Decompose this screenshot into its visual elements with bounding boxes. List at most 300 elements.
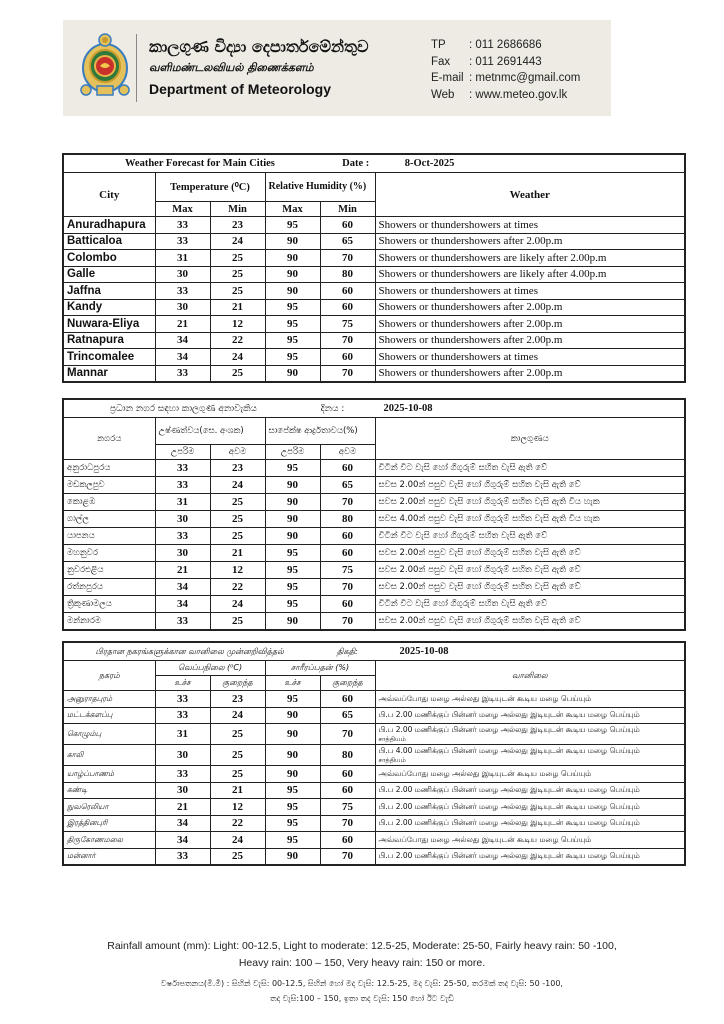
weather-description-continued: சாத்தியம் bbox=[378, 735, 406, 743]
temp-max bbox=[155, 511, 210, 528]
humidity-max-text: 95 bbox=[287, 317, 298, 330]
humidity-min bbox=[320, 848, 375, 865]
humidity-max-text: 95 bbox=[287, 784, 298, 797]
humidity-min-text: 65 bbox=[342, 479, 353, 491]
weather-description bbox=[375, 266, 685, 283]
humidity-min-text: 65 bbox=[342, 235, 353, 248]
rainfall-legend-line: Rainfall amount (mm): Light: 00-12.5, Light to moderate: 12.5-25, Moderate: 25-50, Fairly heavy rain: 50 -100, bbox=[107, 940, 617, 952]
humidity-min-text: 75 bbox=[342, 317, 353, 330]
table-row bbox=[63, 528, 685, 545]
humidity-min-text: 70 bbox=[342, 496, 353, 508]
humidity-max-text: 90 bbox=[287, 530, 298, 542]
temp-max-text: 33 bbox=[177, 615, 188, 627]
temp-min bbox=[210, 545, 265, 562]
temp-min-text: 22 bbox=[232, 334, 243, 347]
city-name-text: Ratnapura bbox=[67, 334, 124, 347]
city-name-text: Colombo bbox=[67, 251, 117, 264]
humidity-max-text: 95 bbox=[287, 334, 298, 347]
humidity-min bbox=[320, 349, 375, 366]
temp-max-text: 34 bbox=[177, 817, 188, 830]
humidity-max-text: 95 bbox=[287, 547, 298, 559]
weather-description bbox=[375, 815, 685, 832]
humidity-min-text: 60 bbox=[342, 784, 353, 797]
city-name-text: අනුරාධපුරය bbox=[67, 463, 111, 473]
temp-min bbox=[210, 233, 265, 250]
weather-description-text: සවස 4.00න් පසුව වැසි හෝ ගිගුරුම් සහිත වැසි ඇති වීය හැක bbox=[378, 514, 600, 524]
weather-description-text: Showers or thundershowers after 2.00p.m bbox=[378, 367, 563, 380]
weather-description-text: பி.ப 2.00 மணிக்குப் பின்னர் மழை அல்லது இடியுடன் கூடிய மழை பெய்யும் bbox=[378, 851, 640, 861]
temp-min-text: 24 bbox=[232, 479, 243, 491]
weather-description bbox=[375, 724, 685, 745]
temp-max bbox=[155, 283, 210, 300]
weather-description-text: அவ்வப்போது மழை அல்லது இடியுடன் கூடிய மழை பெய்யும் bbox=[378, 768, 592, 778]
contact-label: E-mail bbox=[431, 72, 464, 84]
letterhead bbox=[63, 20, 611, 116]
humidity-max-text: 95 bbox=[287, 817, 298, 830]
weather-description-text: විටින් විට වැසි හෝ ගිගුරුම් සහිත වැසි ඇති වේ bbox=[378, 531, 548, 541]
weather-description-continued: சாத்தியம் bbox=[378, 756, 406, 764]
weather-description bbox=[375, 782, 685, 799]
header-humidity: සාපේක්ෂ ආර්ද්‍රතාවය(%) bbox=[265, 418, 375, 445]
temp-max-text: 34 bbox=[177, 598, 188, 610]
humidity-max-text: 95 bbox=[287, 598, 298, 610]
humidity-max-text: 95 bbox=[287, 581, 298, 593]
temp-min bbox=[210, 266, 265, 283]
weather-description-text: Showers or thundershowers after 2.00p.m bbox=[378, 301, 563, 314]
weather-description-text: அவ்வப்போது மழை அல்லது இடியுடன் கூடிய மழை பெய்யும் bbox=[378, 693, 592, 703]
temp-max-text: 33 bbox=[177, 709, 188, 722]
weather-description bbox=[375, 283, 685, 300]
humidity-min-text: 70 bbox=[342, 817, 353, 830]
contact-label: TP bbox=[431, 39, 446, 51]
temp-max-text: 31 bbox=[177, 728, 188, 740]
temp-min bbox=[210, 528, 265, 545]
weather-description bbox=[375, 596, 685, 613]
humidity-min bbox=[320, 613, 375, 631]
humidity-max-text: 90 bbox=[287, 728, 298, 740]
temp-max bbox=[155, 724, 210, 745]
city-name bbox=[63, 477, 155, 494]
humidity-max bbox=[265, 724, 320, 745]
table-row bbox=[63, 707, 685, 724]
city-name-text: மட்டக்களப்பு bbox=[67, 710, 113, 720]
humidity-min bbox=[320, 477, 375, 494]
humidity-max bbox=[265, 332, 320, 349]
temp-max-text: 21 bbox=[177, 564, 188, 576]
rainfall-legend-line: තද වැසි:100 – 150, ඉතා තද වැසි: 150 හෝ ඊට වැඩි bbox=[270, 994, 454, 1003]
humidity-min bbox=[320, 745, 375, 766]
temp-min bbox=[210, 579, 265, 596]
city-name bbox=[63, 782, 155, 799]
city-name-text: Kandy bbox=[67, 301, 103, 314]
temp-min-text: 22 bbox=[232, 581, 243, 593]
temp-max bbox=[155, 766, 210, 783]
weather-description bbox=[375, 745, 685, 766]
temp-min-text: 23 bbox=[232, 218, 243, 231]
city-name bbox=[63, 562, 155, 579]
temp-min bbox=[210, 832, 265, 849]
temp-max-text: 33 bbox=[177, 530, 188, 542]
weather-description-text: විටින් විට වැසි හෝ ගිගුරුම් සහිත වැසි ඇති වේ bbox=[378, 463, 548, 473]
temp-max bbox=[155, 745, 210, 766]
department-names bbox=[149, 36, 368, 100]
humidity-min bbox=[320, 266, 375, 283]
table-row bbox=[63, 832, 685, 849]
temp-min-text: 25 bbox=[232, 615, 243, 627]
temp-max bbox=[155, 707, 210, 724]
humidity-min-text: 70 bbox=[342, 334, 353, 347]
temp-max-text: 33 bbox=[177, 235, 188, 248]
temp-max bbox=[155, 815, 210, 832]
temp-min bbox=[210, 349, 265, 366]
header-hum-min: Min bbox=[320, 202, 375, 217]
humidity-min-text: 70 bbox=[342, 581, 353, 593]
city-name-text: ත්‍රිකුණාමලය bbox=[67, 599, 112, 609]
temp-max-text: 30 bbox=[177, 547, 188, 559]
temp-max bbox=[155, 233, 210, 250]
weather-description-text: பி.ப 2.00 மணிக்குப் பின்னர் மழை அல்லது இடியுடன் கூடிய மழை பெய்யும் bbox=[378, 710, 640, 720]
forecast-date: 2025-10-08 bbox=[383, 403, 433, 414]
weather-description-text: பி.ப 4.00 மணிக்குப் பின்னர் மழை அல்லது இடியுடன் கூடிய மழை பெய்யும் bbox=[378, 746, 640, 755]
humidity-max bbox=[265, 511, 320, 528]
city-name-text: Mannar bbox=[67, 367, 108, 380]
temp-max bbox=[155, 332, 210, 349]
table-row bbox=[63, 782, 685, 799]
city-name bbox=[63, 511, 155, 528]
humidity-min-text: 60 bbox=[342, 301, 353, 314]
humidity-max bbox=[265, 579, 320, 596]
weather-description bbox=[375, 613, 685, 631]
humidity-min bbox=[320, 332, 375, 349]
humidity-max-text: 90 bbox=[287, 268, 298, 281]
temp-min bbox=[210, 299, 265, 316]
humidity-min bbox=[320, 596, 375, 613]
humidity-min bbox=[320, 691, 375, 708]
city-name bbox=[63, 365, 155, 382]
city-name-text: කොළඹ bbox=[67, 497, 96, 507]
temp-min-text: 25 bbox=[232, 850, 243, 863]
temp-max-text: 33 bbox=[177, 218, 188, 231]
weather-description bbox=[375, 316, 685, 333]
temp-min-text: 24 bbox=[232, 235, 243, 248]
national-emblem-icon bbox=[77, 32, 133, 98]
city-name bbox=[63, 283, 155, 300]
header-temp-min: අවම bbox=[210, 445, 265, 460]
city-name-text: இரத்தினபுரி bbox=[67, 818, 108, 828]
weather-description-text: සවස 2.00න් පසුව වැසි හෝ ගිගුරුම් සහිත වැසි ඇති වීය හැක bbox=[378, 497, 600, 507]
weather-description bbox=[375, 766, 685, 783]
humidity-min bbox=[320, 782, 375, 799]
city-name-text: මහනුවර bbox=[67, 548, 98, 558]
humidity-max-text: 90 bbox=[287, 850, 298, 863]
city-name bbox=[63, 707, 155, 724]
header-hum-min: අවම bbox=[320, 445, 375, 460]
city-name bbox=[63, 832, 155, 849]
weather-description bbox=[375, 848, 685, 865]
weather-description-text: Showers or thundershowers at times bbox=[378, 350, 538, 363]
table-row bbox=[63, 283, 685, 300]
humidity-max bbox=[265, 691, 320, 708]
table-row bbox=[63, 349, 685, 366]
humidity-min bbox=[320, 299, 375, 316]
humidity-max bbox=[265, 477, 320, 494]
humidity-max bbox=[265, 217, 320, 234]
temp-min bbox=[210, 316, 265, 333]
humidity-max-text: 90 bbox=[287, 479, 298, 491]
city-name bbox=[63, 596, 155, 613]
city-name bbox=[63, 494, 155, 511]
humidity-max-text: 90 bbox=[287, 513, 298, 525]
temp-max bbox=[155, 613, 210, 631]
header-hum-max: உச்ச bbox=[265, 676, 320, 691]
table-title-row bbox=[63, 642, 685, 661]
temp-max-text: 30 bbox=[177, 749, 188, 761]
temp-max bbox=[155, 848, 210, 865]
department-name-english: Department of Meteorology bbox=[149, 81, 332, 97]
temp-min-text: 23 bbox=[232, 692, 243, 705]
temp-min-text: 25 bbox=[232, 284, 243, 297]
city-name-text: Galle bbox=[67, 268, 96, 281]
temp-max-text: 33 bbox=[177, 850, 188, 863]
temp-min-text: 24 bbox=[232, 350, 243, 363]
city-name-text: Nuwara-Eliya bbox=[67, 317, 140, 330]
city-name-text: නුවරඑළිය bbox=[67, 565, 104, 575]
table-title: ප්‍රධාන නගර සඳහා කාලගුණ අනාවැකිය bbox=[109, 404, 257, 414]
temp-max bbox=[155, 299, 210, 316]
letterhead-divider bbox=[136, 34, 137, 102]
city-name bbox=[63, 217, 155, 234]
temp-max-text: 21 bbox=[177, 317, 188, 330]
temp-min bbox=[210, 815, 265, 832]
rainfall-legend-line: Heavy rain: 100 – 150, Very heavy rain: 150 or more. bbox=[238, 957, 486, 969]
weather-description bbox=[375, 299, 685, 316]
table-row bbox=[63, 250, 685, 267]
temp-min-text: 12 bbox=[232, 564, 243, 576]
humidity-max bbox=[265, 233, 320, 250]
humidity-max bbox=[265, 545, 320, 562]
weather-description bbox=[375, 511, 685, 528]
humidity-max-text: 90 bbox=[287, 496, 298, 508]
table-row bbox=[63, 579, 685, 596]
weather-description bbox=[375, 217, 685, 234]
humidity-max-text: 90 bbox=[287, 615, 298, 627]
weather-description bbox=[375, 691, 685, 708]
table-row bbox=[63, 217, 685, 234]
humidity-max bbox=[265, 250, 320, 267]
rainfall-legend-sinhala bbox=[60, 976, 664, 1006]
humidity-min-text: 70 bbox=[342, 850, 353, 863]
forecast-table-tamil bbox=[62, 641, 686, 866]
city-name-text: காலி bbox=[67, 750, 84, 759]
humidity-max bbox=[265, 848, 320, 865]
temp-min bbox=[210, 460, 265, 477]
humidity-min bbox=[320, 460, 375, 477]
humidity-max bbox=[265, 316, 320, 333]
humidity-min bbox=[320, 250, 375, 267]
weather-description-text: Showers or thundershowers after 2.00p.m bbox=[378, 235, 563, 248]
department-name-tamil: வளிமண்டலவியல் திணைக்களம் bbox=[149, 61, 314, 74]
temp-max-text: 30 bbox=[177, 784, 188, 797]
temp-max-text: 30 bbox=[177, 268, 188, 281]
contact-label: Web bbox=[431, 88, 455, 101]
temp-min bbox=[210, 691, 265, 708]
humidity-min bbox=[320, 511, 375, 528]
humidity-min-text: 70 bbox=[342, 615, 353, 627]
humidity-min bbox=[320, 707, 375, 724]
header-temp-min: குறைந்த bbox=[210, 676, 265, 691]
temp-min bbox=[210, 332, 265, 349]
city-name bbox=[63, 766, 155, 783]
humidity-max bbox=[265, 528, 320, 545]
temp-max bbox=[155, 460, 210, 477]
temp-min bbox=[210, 477, 265, 494]
city-name-text: அனுராதபுரம் bbox=[67, 693, 113, 703]
city-name-text: යාපනය bbox=[67, 531, 95, 541]
contact-info bbox=[431, 37, 580, 103]
city-name-text: திருகோணமலை bbox=[67, 834, 124, 844]
table-row bbox=[63, 316, 685, 333]
weather-description-text: Showers or thundershowers after 2.00p.m bbox=[378, 317, 563, 330]
weather-description bbox=[375, 250, 685, 267]
table-row bbox=[63, 745, 685, 766]
header-city: City bbox=[63, 173, 155, 217]
header-hum-max: උපරිම bbox=[265, 445, 320, 460]
temp-max-text: 34 bbox=[177, 833, 188, 846]
temp-max bbox=[155, 562, 210, 579]
city-name bbox=[63, 815, 155, 832]
humidity-max-text: 90 bbox=[287, 749, 298, 761]
humidity-min-text: 60 bbox=[342, 598, 353, 610]
city-name-text: Jaffna bbox=[67, 284, 101, 297]
temp-min-text: 24 bbox=[232, 598, 243, 610]
humidity-max-text: 95 bbox=[287, 800, 298, 813]
table-row bbox=[63, 815, 685, 832]
temp-min bbox=[210, 848, 265, 865]
city-name bbox=[63, 613, 155, 631]
temp-max bbox=[155, 477, 210, 494]
temp-min bbox=[210, 562, 265, 579]
contact-value[interactable]: : metnmc@gmail.com bbox=[469, 72, 581, 84]
humidity-max-text: 95 bbox=[287, 301, 298, 314]
temp-min bbox=[210, 707, 265, 724]
humidity-min bbox=[320, 217, 375, 234]
temp-max bbox=[155, 596, 210, 613]
humidity-max-text: 95 bbox=[287, 833, 298, 846]
contact-label: Fax bbox=[431, 55, 451, 68]
temp-min bbox=[210, 250, 265, 267]
city-name bbox=[63, 266, 155, 283]
weather-description-text: Showers or thundershowers after 2.00p.m bbox=[378, 334, 563, 347]
humidity-min bbox=[320, 832, 375, 849]
humidity-min bbox=[320, 283, 375, 300]
temp-min-text: 24 bbox=[232, 709, 243, 722]
table-row bbox=[63, 562, 685, 579]
humidity-max bbox=[265, 365, 320, 382]
city-name bbox=[63, 724, 155, 745]
weather-description bbox=[375, 494, 685, 511]
temp-max bbox=[155, 782, 210, 799]
humidity-min-text: 80 bbox=[342, 513, 353, 525]
weather-description bbox=[375, 332, 685, 349]
header-weather: කාලගුණය bbox=[375, 418, 685, 460]
header-temp-max: உச்ச bbox=[155, 676, 210, 691]
table-row bbox=[63, 477, 685, 494]
weather-description bbox=[375, 799, 685, 816]
humidity-max bbox=[265, 832, 320, 849]
weather-description-text: Showers or thundershowers are likely after 2.00p.m bbox=[378, 251, 607, 264]
humidity-max-text: 95 bbox=[287, 350, 298, 363]
temp-max bbox=[155, 250, 210, 267]
temp-min-text: 25 bbox=[232, 268, 243, 281]
rainfall-legend-line: වර්ෂාපතනය(මි.මී) : සිහින් වැසි: 00-12.5, සිහින් හෝ මද වැසි: 12.5-25, මද වැසි: 25-50, තරමක් තද වැසි: 50 -100, bbox=[161, 979, 563, 988]
city-name bbox=[63, 316, 155, 333]
humidity-min bbox=[320, 528, 375, 545]
weather-description bbox=[375, 579, 685, 596]
city-name-text: கண்டி bbox=[67, 785, 88, 795]
weather-description-text: பி.ப 2.00 மணிக்குப் பின்னர் மழை அல்லது இடியுடன் கூடிய மழை பெய்யும் bbox=[378, 818, 640, 828]
temp-max bbox=[155, 832, 210, 849]
humidity-max bbox=[265, 283, 320, 300]
weather-description-text: பி.ப 2.00 மணிக்குப் பின்னர் மழை அல்லது இடியுடன் கூடிய மழை பெய்யும் bbox=[378, 725, 640, 734]
humidity-max bbox=[265, 799, 320, 816]
table-row bbox=[63, 460, 685, 477]
rainfall-legend-english bbox=[60, 938, 664, 972]
temp-max bbox=[155, 266, 210, 283]
date-label: திகதி: bbox=[336, 647, 358, 656]
humidity-min bbox=[320, 724, 375, 745]
temp-min-text: 25 bbox=[232, 767, 243, 780]
humidity-max bbox=[265, 815, 320, 832]
humidity-min-text: 65 bbox=[342, 709, 353, 722]
weather-description bbox=[375, 707, 685, 724]
city-name bbox=[63, 799, 155, 816]
city-name-text: கொழும்பு bbox=[67, 729, 102, 738]
forecast-date: 2025-10-08 bbox=[399, 646, 449, 657]
weather-description bbox=[375, 233, 685, 250]
department-name-sinhala: කාලගුණ විද්‍යා දෙපාර්තමේන්තුව bbox=[149, 37, 369, 56]
header-weather: Weather bbox=[375, 173, 685, 217]
weather-description bbox=[375, 349, 685, 366]
temp-max bbox=[155, 691, 210, 708]
temp-min-text: 23 bbox=[232, 462, 243, 474]
temp-max-text: 33 bbox=[177, 692, 188, 705]
humidity-min bbox=[320, 799, 375, 816]
humidity-min bbox=[320, 766, 375, 783]
humidity-min-text: 60 bbox=[342, 284, 353, 297]
table-title-row bbox=[63, 154, 685, 173]
weather-description-text: සවස 2.00න් පසුව වැසි හෝ ගිගුරුම් සහිත වැසි ඇති වේ bbox=[378, 582, 581, 592]
temp-min bbox=[210, 745, 265, 766]
table-title-cell bbox=[63, 154, 685, 173]
humidity-max-text: 90 bbox=[287, 767, 298, 780]
table-row bbox=[63, 299, 685, 316]
humidity-max-text: 90 bbox=[287, 367, 298, 380]
header-city: நகரம் bbox=[63, 661, 155, 691]
header-temp-max: Max bbox=[155, 202, 210, 217]
humidity-max bbox=[265, 562, 320, 579]
contact-value[interactable]: : www.meteo.gov.lk bbox=[469, 88, 568, 101]
temp-min-text: 25 bbox=[232, 513, 243, 525]
table-title: பிரதான நகரங்களுக்கான வானிலை முன்னறிவித்தல் bbox=[95, 647, 284, 656]
temp-min-text: 25 bbox=[232, 251, 243, 264]
humidity-min-text: 75 bbox=[342, 564, 353, 576]
weather-description bbox=[375, 545, 685, 562]
city-name-text: Batticaloa bbox=[67, 235, 122, 248]
humidity-min-text: 60 bbox=[342, 218, 353, 231]
city-name bbox=[63, 460, 155, 477]
temp-max bbox=[155, 545, 210, 562]
temp-min bbox=[210, 766, 265, 783]
